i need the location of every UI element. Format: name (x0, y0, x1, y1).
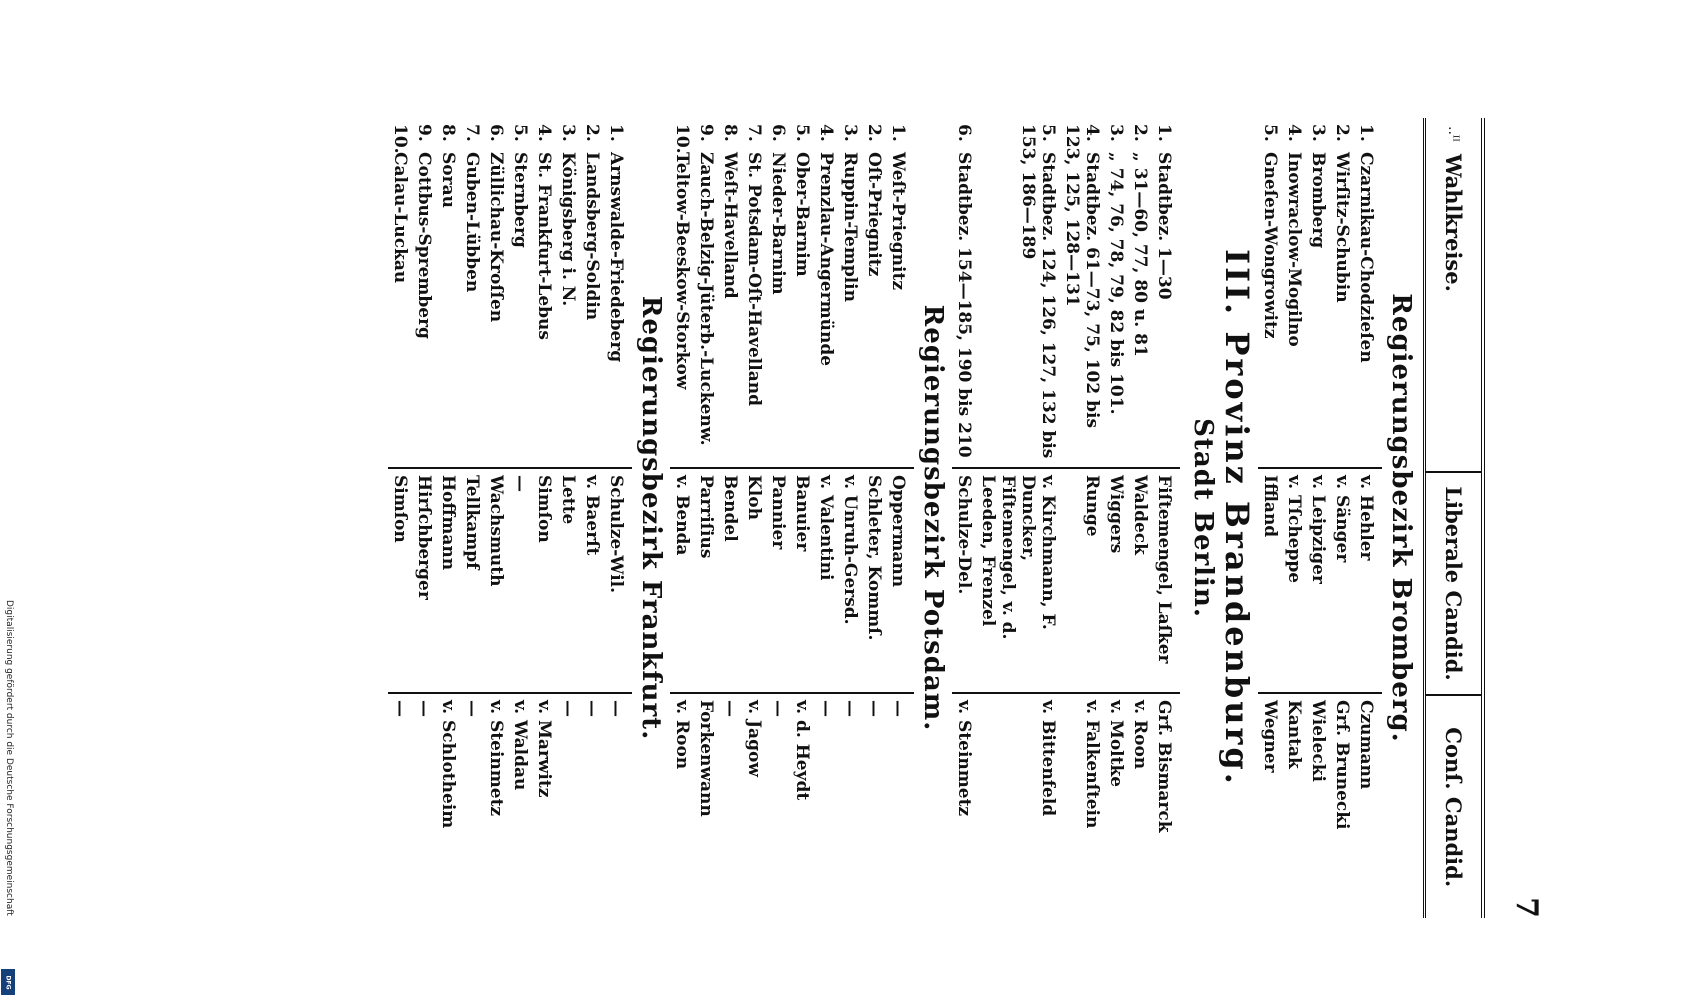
district-cell (694, 118, 718, 468)
row-number: 5. (1038, 124, 1058, 142)
liberal-candidate: v. Unruh-Gersd. (838, 468, 862, 693)
row-number: 4. (1082, 124, 1102, 142)
conservative-candidate: — (720, 700, 740, 717)
table-row (814, 118, 838, 918)
conservative-candidate: v. Marwitz (534, 700, 554, 798)
district-name: Stadtbez. 61—73, 75, 102 bis 123, 125, 128—131 (1062, 124, 1102, 429)
conservative-candidate: v. d. Heydt (792, 700, 812, 801)
district-cell (604, 118, 632, 468)
liberal-candidate: v. Benda (670, 468, 694, 693)
district-name: „ 74, 76, 78, 79, 82 bis 101. (1106, 152, 1126, 415)
district-name: Prenzlau-Angermünde (816, 152, 836, 367)
liberal-candidate: Bendel (718, 468, 742, 693)
conservative-candidate: — (462, 700, 482, 717)
district-cell (460, 118, 484, 468)
row-number: 3. (840, 124, 860, 142)
row-number: 2. (1130, 124, 1150, 142)
liberal-candidate: v. Sänger (1330, 468, 1354, 693)
district-cell (976, 118, 1060, 468)
row-number: 9. (696, 124, 716, 142)
rows-potsdam (670, 118, 914, 918)
district-name: Stadtbez. 1—30 (1154, 152, 1174, 300)
district-cell (556, 118, 580, 468)
row-number: 6. (486, 124, 506, 142)
table-row (862, 118, 886, 918)
row-number: 2. (1332, 124, 1352, 142)
table-row (694, 118, 718, 918)
row-number: 5. (510, 124, 530, 142)
district-cell (1306, 118, 1330, 468)
table-row (790, 118, 814, 918)
district-cell (886, 118, 914, 468)
conservative-candidate: Forkenwann (696, 700, 716, 817)
liberal-candidate: Kloh (742, 468, 766, 693)
conservative-candidate: — (864, 700, 884, 717)
table-row (580, 118, 604, 918)
row-number: 10. (672, 124, 692, 154)
conservative-candidate: — (414, 700, 434, 717)
district-cell (1282, 118, 1306, 468)
district-name: Weſt-Priegnitz (888, 152, 908, 290)
conservative-candidate: Grf. Brunecki (1332, 700, 1352, 830)
liberal-candidate: Simſon (388, 468, 412, 693)
header-mark: ..ᴵᴵ (1445, 126, 1462, 142)
row-number: 1. (1356, 124, 1376, 142)
district-name: Züllichau-Kroſſen (486, 152, 506, 323)
district-cell (670, 118, 694, 468)
liberal-candidate: — (508, 468, 532, 693)
table-row (388, 118, 412, 918)
row-number: 5. (1260, 124, 1280, 142)
district-name: Ober-Barnim (792, 152, 812, 277)
table-row (952, 118, 976, 918)
conservative-candidate: — (768, 700, 788, 717)
district-cell (952, 118, 976, 468)
conservative-candidate: v. Steinmetz (954, 700, 974, 817)
liberal-candidate: Wiggers (1104, 468, 1128, 693)
liberal-candidate: v. Valentini (814, 468, 838, 693)
heading-city: Stadt Berlin. (1188, 418, 1218, 618)
row-number: 1. (888, 124, 908, 142)
conservative-candidate: — (558, 700, 578, 717)
table-row (508, 118, 532, 918)
conservative-candidate: v. Jagow (744, 700, 764, 777)
district-name: Wirſitz-Schubin (1332, 152, 1352, 303)
conservative-candidate: v. Roon (1130, 700, 1150, 770)
district-name: Sorau (438, 152, 458, 208)
district-cell (532, 118, 556, 468)
table-row (1152, 118, 1180, 918)
row-number: 8. (720, 124, 740, 142)
district-cell (790, 118, 814, 468)
conservative-candidate: — (390, 700, 410, 717)
row-number: 6. (954, 124, 974, 142)
table-row (1282, 118, 1306, 918)
district-cell (484, 118, 508, 468)
district-cell (742, 118, 766, 468)
conservative-candidate: Wielecki (1308, 700, 1328, 782)
district-name: Königsberg i. N. (558, 152, 578, 307)
table-row (718, 118, 742, 918)
conservative-candidate: Wegner (1260, 700, 1280, 773)
district-cell (1104, 118, 1128, 468)
table-row (1354, 118, 1382, 918)
table-row (1330, 118, 1354, 918)
row-number: 5. (792, 124, 812, 142)
liberal-candidate: Parriſius (694, 468, 718, 693)
table-row (838, 118, 862, 918)
header-districts (1426, 118, 1481, 473)
header-districts-label: Wahlkreise. (1441, 153, 1466, 292)
table-row (460, 118, 484, 918)
dfg-credit (0, 600, 16, 995)
row-number: 2. (582, 124, 602, 142)
table-row (1258, 118, 1282, 918)
conservative-candidate: v. Roon (672, 700, 692, 770)
rows-frankfurt (388, 118, 632, 918)
district-cell (508, 118, 532, 468)
row-number: 6. (768, 124, 788, 142)
liberal-candidate: Lette (556, 468, 580, 693)
conservative-candidate: Grf. Bismarck (1154, 700, 1174, 833)
row-number: 4. (816, 124, 836, 142)
row-number: 9. (414, 124, 434, 142)
liberal-candidate: Banuier (790, 468, 814, 693)
table-row (604, 118, 632, 918)
liberal-candidate: v. Hehler (1354, 468, 1382, 693)
liberal-candidate: v. Tſcheppe (1282, 468, 1306, 693)
header-conservative: Conſ. Candid. (1441, 727, 1466, 888)
liberal-candidate: Schleter, Kommſ. (862, 468, 886, 693)
conservative-candidate: v. Moltke (1106, 700, 1126, 788)
row-number: 1. (606, 124, 626, 142)
table-bromberg (1258, 118, 1382, 918)
district-name: Arnswalde-Friedeberg (606, 152, 626, 363)
liberal-candidate: Pannier (766, 468, 790, 693)
liberal-candidate: Fiſtemengel, Laſker (1152, 468, 1180, 693)
conservative-candidate: — (888, 700, 908, 717)
row-number: 3. (1308, 124, 1328, 142)
district-cell (766, 118, 790, 468)
rows-berlin (952, 118, 1180, 918)
liberal-candidate: Oppermann (886, 468, 914, 693)
table-row (1306, 118, 1330, 918)
page-content (388, 118, 1420, 918)
district-cell (1354, 118, 1382, 468)
district-name: „ 31—60, 77, 80 u. 81 (1130, 152, 1150, 357)
district-name: Czarnikau-Chodzieſen (1356, 152, 1376, 363)
table-row (886, 118, 914, 918)
table-row (1104, 118, 1128, 918)
conservative-candidate: v. Waldau (510, 700, 530, 791)
liberal-candidate: v. Kirchmann, F. Duncker, Fiſtemengel, v. d. Leeden, Frenzel (976, 468, 1060, 693)
row-number: 1. (1154, 124, 1174, 142)
row-number: 3. (558, 124, 578, 142)
district-name: Zauch-Belzig-Jüterb.-Luckenw. (696, 152, 716, 446)
district-name: Cottbus-Spremberg (414, 152, 434, 339)
district-cell (1330, 118, 1354, 468)
liberal-candidate: Hirſchberger (412, 468, 436, 693)
district-name: Weſt-Havelland (720, 152, 740, 299)
table-header (1423, 118, 1485, 918)
conservative-candidate: Kantak (1284, 700, 1304, 769)
row-number: 7. (462, 124, 482, 142)
table-row (412, 118, 436, 918)
row-number: 2. (864, 124, 884, 142)
conservative-candidate: v. Falkenſtein (1082, 700, 1102, 829)
district-cell (1128, 118, 1152, 468)
liberal-candidate: Simſon (532, 468, 556, 693)
rotated-page (165, 118, 1544, 918)
district-name: Teltow-Beeskow-Storkow (672, 152, 692, 390)
district-cell (412, 118, 436, 468)
liberal-candidate: Schulze-Del. (952, 468, 976, 693)
district-name: Oſt-Priegnitz (864, 152, 884, 277)
district-cell (388, 118, 412, 468)
liberal-candidate: Hoffmann (436, 468, 460, 693)
row-number: 10. (390, 124, 410, 154)
heading-frankfurt: Regierungsbezirk Frankfurt. (636, 295, 666, 741)
page-number: 7 (1509, 897, 1544, 918)
table-row (532, 118, 556, 918)
heading-province: III. Provinz Brandenburg. (1218, 249, 1256, 787)
table-potsdam (670, 118, 914, 918)
district-cell (436, 118, 460, 468)
district-name: St. Frankfurt-Lebus (534, 152, 554, 340)
district-name: Stadtbez. 124, 126, 127, 132 bis 153, 186—189 (1018, 124, 1058, 459)
liberal-candidate: v. Leipziger (1306, 468, 1330, 693)
table-row (976, 118, 1060, 918)
dfg-note: Digitalisierung gefördert durch die Deutsche Forschungsgemeinschaft (4, 600, 14, 916)
conservative-candidate: v. Bittenfeld (1038, 700, 1058, 817)
row-number: 4. (1284, 124, 1304, 142)
dfg-logo: DFG (1, 969, 15, 995)
conservative-candidate: v. Steinmetz (486, 700, 506, 817)
heading-potsdam: Regierungsbezirk Potsdam. (918, 304, 948, 732)
liberal-candidate: Iffland (1258, 468, 1282, 693)
row-number: 3. (1106, 124, 1126, 142)
district-name: Landsberg-Soldin (582, 152, 602, 321)
liberal-candidate: Waldeck (1128, 468, 1152, 693)
district-name: Stadtbez. 154—185, 190 bis 210 (954, 152, 974, 458)
table-row (436, 118, 460, 918)
district-cell (838, 118, 862, 468)
district-cell (862, 118, 886, 468)
table-row (742, 118, 766, 918)
district-name: Nieder-Barnim (768, 152, 788, 295)
table-row (1060, 118, 1104, 918)
conservative-candidate: Czumann (1356, 700, 1376, 790)
district-cell (580, 118, 604, 468)
table-frankfurt (388, 118, 632, 918)
conservative-candidate: — (816, 700, 836, 717)
district-cell (718, 118, 742, 468)
liberal-candidate: Schulze-Wil. (604, 468, 632, 693)
district-cell (814, 118, 838, 468)
table-row (484, 118, 508, 918)
district-name: St. Potsdam-Oſt-Havelland (744, 152, 764, 406)
conservative-candidate: v. Schlotheim (438, 700, 458, 829)
table-berlin (952, 118, 1180, 918)
district-name: Sternberg (510, 152, 530, 248)
liberal-candidate: Runge (1060, 468, 1104, 693)
district-cell (1060, 118, 1104, 468)
liberal-candidate: Wachsmuth (484, 468, 508, 693)
district-name: Inowraclow-Mogilno (1284, 152, 1304, 347)
conservative-candidate: — (840, 700, 860, 717)
table-row (766, 118, 790, 918)
header-liberal: Liberale Candid. (1426, 473, 1481, 697)
row-number: 7. (744, 124, 764, 142)
district-name: Guben-Lübben (462, 152, 482, 293)
table-row (670, 118, 694, 918)
district-cell (1152, 118, 1180, 468)
row-number: 4. (534, 124, 554, 142)
conservative-candidate: — (606, 700, 626, 717)
district-cell (1258, 118, 1282, 468)
row-number: 8. (438, 124, 458, 142)
heading-bromberg: Regierungsbezirk Bromberg. (1386, 293, 1416, 743)
district-name: Bromberg (1308, 152, 1328, 249)
district-name: Ruppin-Templin (840, 152, 860, 302)
table-row (1128, 118, 1152, 918)
district-name: Gneſen-Wongrowitz (1260, 152, 1280, 339)
conservative-candidate: — (582, 700, 602, 717)
rows-bromberg (1258, 118, 1382, 918)
table-row (556, 118, 580, 918)
liberal-candidate: Tellkampf (460, 468, 484, 693)
liberal-candidate: v. Baerſt (580, 468, 604, 693)
district-name: Calau-Luckau (390, 152, 410, 284)
